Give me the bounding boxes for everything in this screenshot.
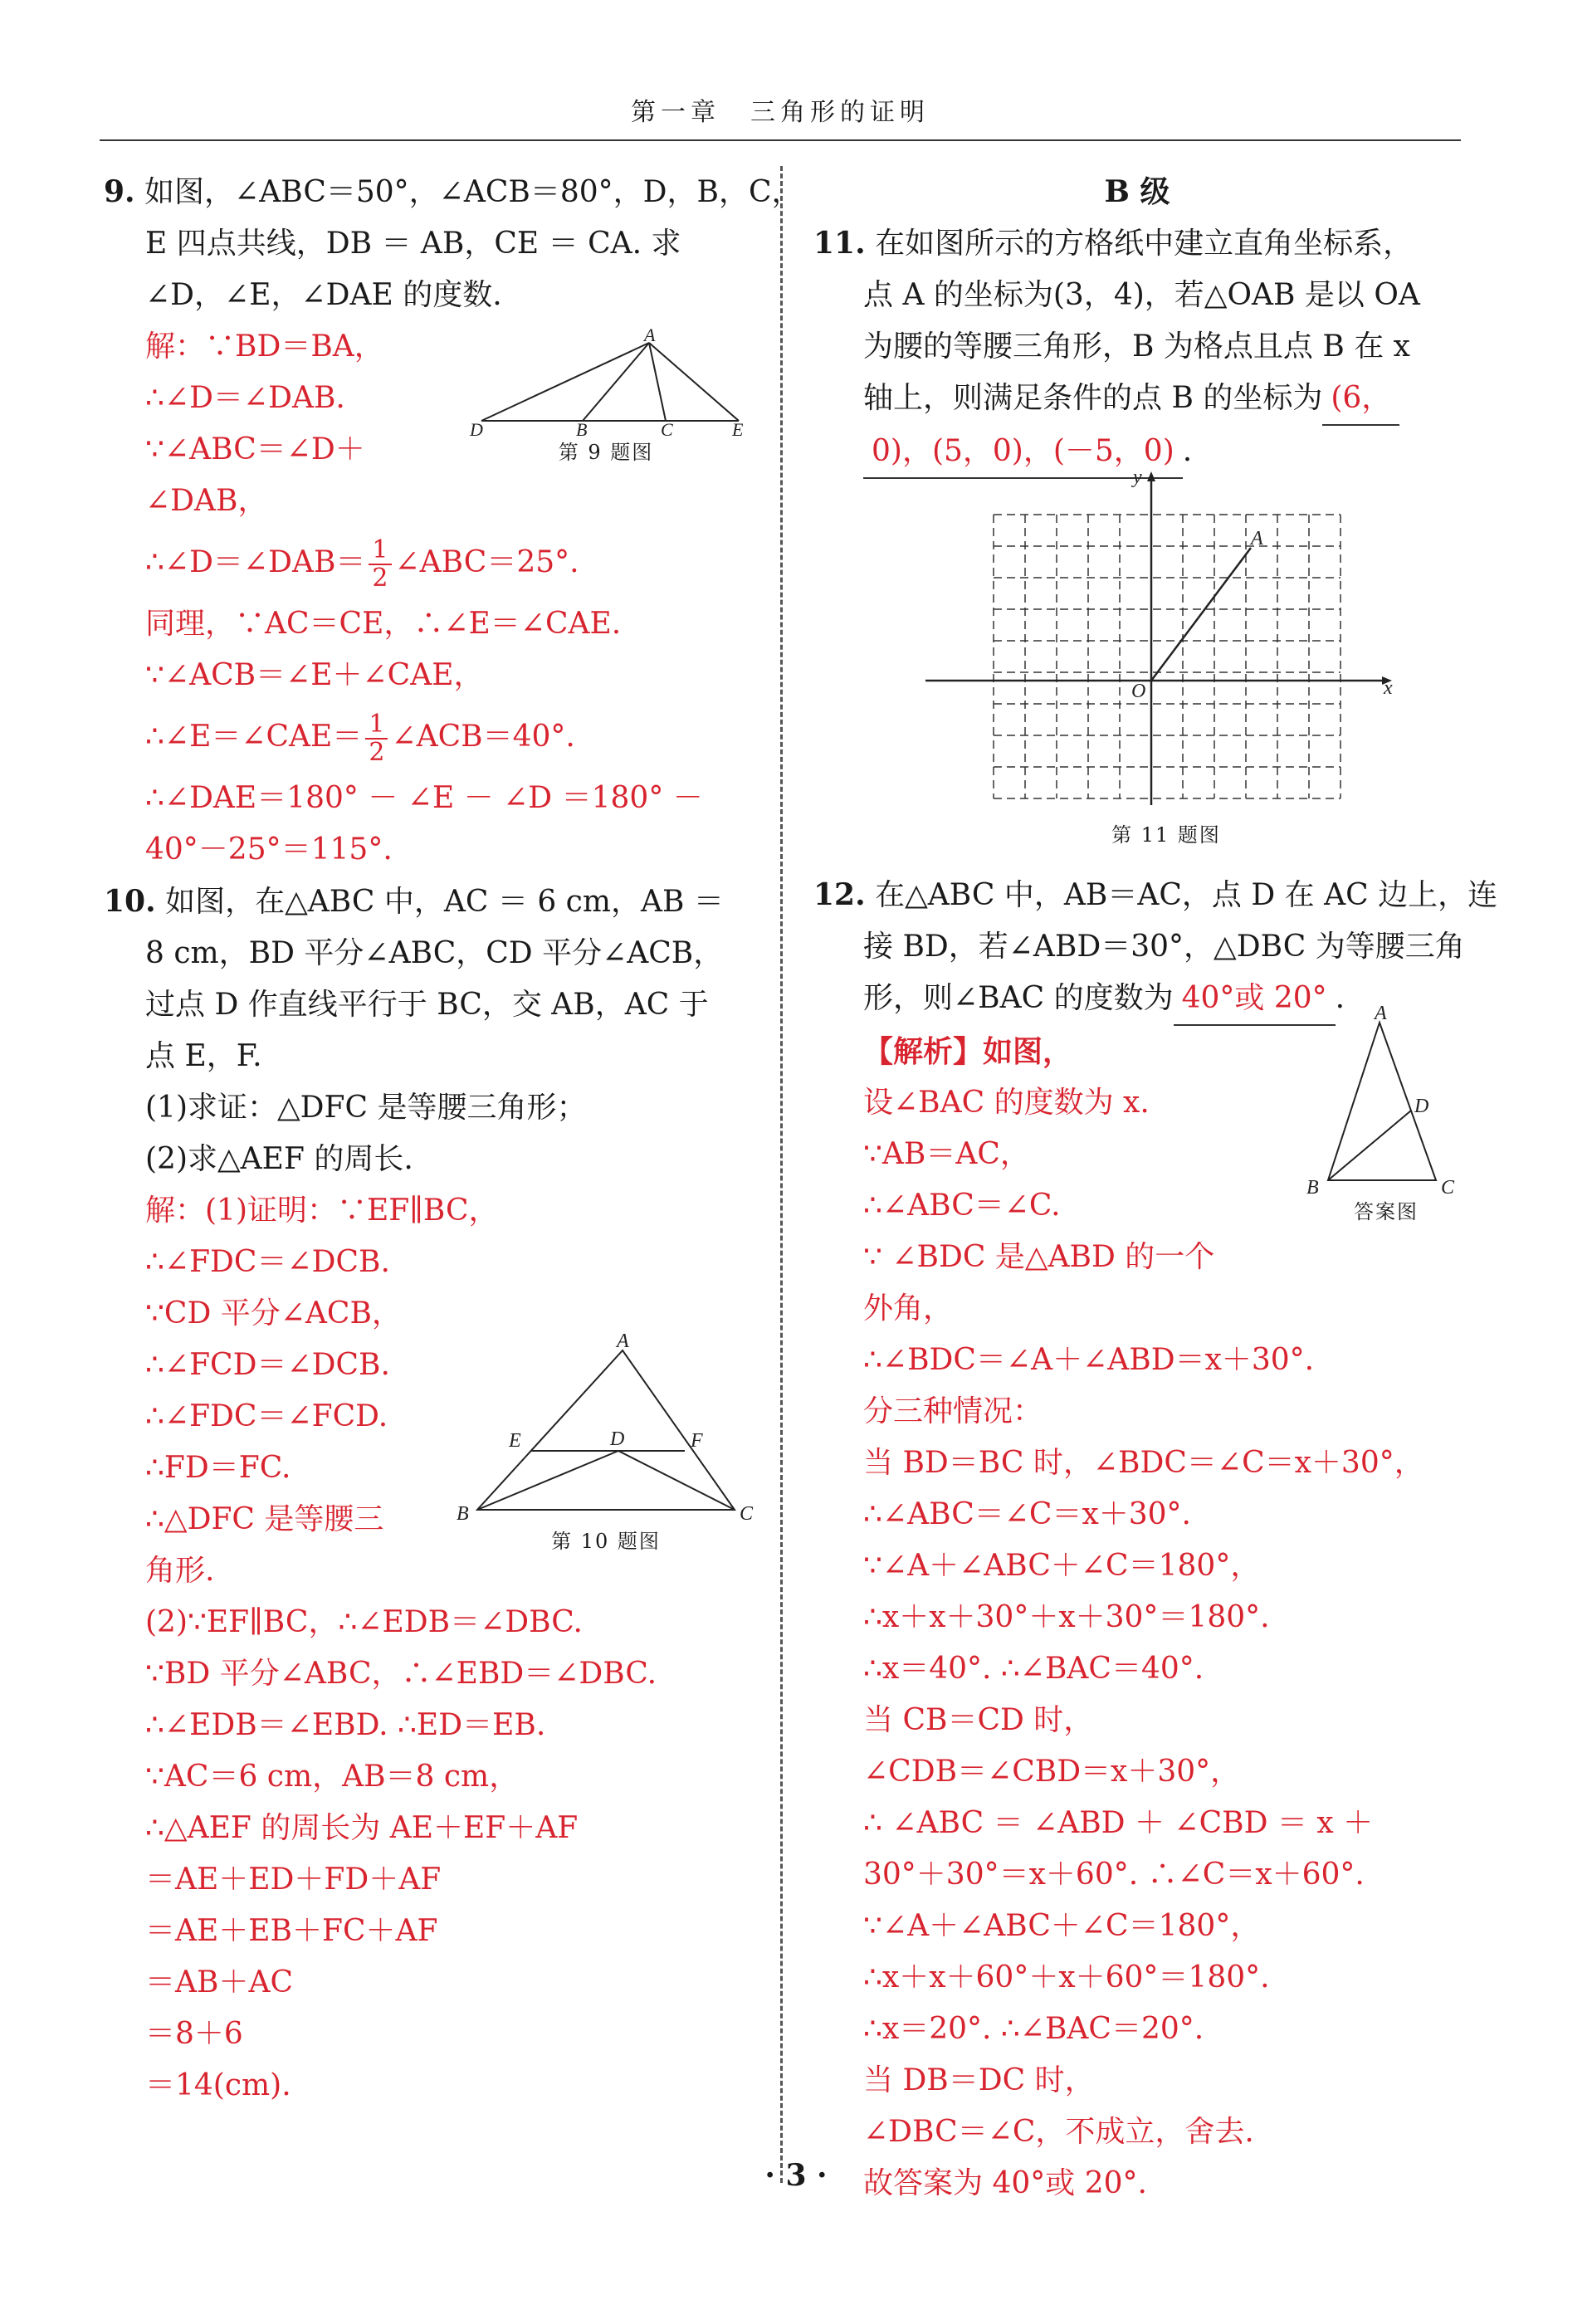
q10-line-2: 8 cm，BD 平分∠ABC，CD 平分∠ACB，	[145, 936, 724, 970]
figure-9-svg	[465, 328, 747, 436]
q12-sol-11: ∴x＋x＋30°＋x＋30°＝180°.	[863, 1600, 1270, 1634]
answer-figure	[1303, 1004, 1469, 1224]
fig11-label-y: y	[1133, 466, 1142, 488]
fraction-half-2: $\frac{1}{2}$	[365, 711, 388, 766]
q12-sol-17: ∵∠A＋∠ABC＋∠C＝180°，	[863, 1909, 1261, 1943]
question-9	[104, 166, 802, 876]
q12-sol-21: ∠DBC＝∠C，不成立，舍去.	[863, 2115, 1254, 2149]
fraction-half: $\frac{1}{2}$	[369, 537, 391, 592]
q10-sol-2: ∴∠FDC＝∠DCB.	[145, 1245, 390, 1279]
question-11: 11. 在如图所示的方格纸中建立直角坐标系， 点 A 的坐标为(3，4)，若△OAB 是以 OA 为腰的等腰三角形，B 为格点且点 B 在 x 轴上，则满足条件的点 B 的坐标为 (6， 0)，(5，0)，(－5，0) .	[813, 217, 1461, 869]
answer-figure-caption: 答案图	[1354, 1200, 1419, 1223]
q10-sol-3: ∵CD 平分∠ACB，	[145, 1296, 402, 1330]
q12-sol-14: ∠CDB＝∠CBD＝x＋30°，	[863, 1755, 1241, 1789]
q10-sol-12: ∵AC＝6 cm，AB＝8 cm，	[145, 1760, 520, 1794]
q9-sol-8: ∴∠E＝∠CAE＝ $\frac{1}{2}$ ∠ACB＝40°.	[145, 710, 575, 767]
q9-sol-1: 解：∵BD＝BA，	[145, 330, 384, 364]
ans-label-c: C	[1441, 1177, 1455, 1195]
fig11-label-x: x	[1384, 677, 1393, 699]
q10-sol-8: 角形.	[145, 1554, 215, 1588]
q11-line-3: 为腰的等腰三角形，B 为格点且点 B 在 x	[863, 330, 1410, 364]
q10-sub-2: (2)求△AEF 的周长.	[145, 1142, 413, 1176]
fig11-label-o: O	[1131, 681, 1146, 702]
header-rule	[100, 139, 1461, 141]
figure-9-caption: 第 9 题图	[558, 441, 654, 464]
q12-sol-3: ∴∠ABC＝∠C.	[863, 1189, 1061, 1223]
q9-sol-5: ∴∠D＝∠DAB＝ $\frac{1}{2}$ ∠ABC＝25°.	[145, 535, 579, 593]
q12-sol-16: 30°＋30°＝x＋60°. ∴∠C＝x＋60°.	[863, 1858, 1365, 1892]
q10-sol-14: ＝AE＋ED＋FD＋AF	[145, 1863, 442, 1897]
q12-sol-15: ∴ ∠ABC ＝ ∠ABD ＋ ∠CBD ＝ x ＋	[863, 1806, 1374, 1840]
q9-sol-6: 同理，∵AC＝CE，∴∠E＝∠CAE.	[145, 607, 622, 641]
q9-line-1: 如图，∠ABC＝50°，∠ACB＝80°，D，B，C，	[144, 175, 802, 209]
q10-sol-11: ∴∠EDB＝∠EBD. ∴ED＝EB.	[145, 1708, 546, 1742]
fig10-label-c: C	[740, 1503, 754, 1523]
page-header: 第一章 三角形的证明	[631, 98, 930, 127]
q12-sol-12: ∴x＝40°. ∴∠BAC＝40°.	[863, 1652, 1204, 1686]
q12-sol-7: 分三种情况：	[863, 1394, 1043, 1428]
q12-sol-18: ∴x＋x＋60°＋x＋60°＝180°.	[863, 1960, 1270, 1994]
q9-sol-10: 40°－25°＝115°.	[145, 832, 393, 867]
q12-sol-22: 故答案为 40°或 20°.	[863, 2166, 1147, 2200]
q11-line-2: 点 A 的坐标为(3，4)，若△OAB 是以 OA	[863, 278, 1420, 312]
q12-sol-13: 当 CB＝CD 时，	[863, 1703, 1094, 1737]
q10-sol-6: ∴FD＝FC.	[145, 1451, 291, 1485]
q9-sol-4: ∠DAB，	[145, 484, 268, 518]
figure-11-caption: 第 11 题图	[1111, 823, 1221, 847]
fig9-label-a: A	[644, 328, 656, 345]
figure-10-svg	[452, 1332, 759, 1523]
q11-line-4: 轴上，则满足条件的点 B 的坐标为	[863, 381, 1323, 415]
figure-9	[465, 328, 747, 465]
fig10-label-b: B	[457, 1503, 469, 1523]
ans-label-d: D	[1414, 1096, 1429, 1117]
q12-line-1: 在△ABC 中，AB＝AC，点 D 在 AC 边上，连	[875, 878, 1498, 912]
fig10-label-e: E	[509, 1430, 521, 1452]
ans-label-a: A	[1375, 1004, 1387, 1024]
q9-sol-2: ∴∠D＝∠DAB.	[145, 381, 345, 415]
q12-sol-4: ∵ ∠BDC 是△ABD 的一个	[863, 1240, 1215, 1274]
q12-sol-8: 当 BD＝BC 时，∠BDC＝∠C＝x＋30°，	[863, 1446, 1424, 1480]
q10-sol-9: (2)∵EF∥BC，∴∠EDB＝∠DBC.	[145, 1605, 583, 1639]
q12-sol-6: ∴∠BDC＝∠A＋∠ABD＝x＋30°.	[863, 1343, 1315, 1377]
q10-sol-4: ∴∠FCD＝∠DCB.	[145, 1348, 390, 1382]
y-axis-arrow	[1147, 471, 1155, 481]
q11-number: 11.	[813, 226, 866, 261]
q9-sol-9: ∴∠DAE＝180° － ∠E － ∠D ＝180° －	[145, 781, 703, 815]
q12-sol-19: ∴x＝20°. ∴∠BAC＝20°.	[863, 2012, 1204, 2046]
q12-sol-10: ∵∠A＋∠ABC＋∠C＝180°，	[863, 1549, 1261, 1583]
fig11-label-a: A	[1251, 528, 1263, 549]
fig10-label-a: A	[617, 1332, 629, 1352]
q10-sol-5: ∴∠FDC＝∠FCD.	[145, 1399, 388, 1433]
q11-answer-part-2: 0)，(5，0)，(－5，0)	[863, 426, 1183, 479]
q9-line-3: ∠D，∠E，∠DAE 的度数.	[145, 278, 502, 312]
fig10-label-f: F	[691, 1430, 703, 1452]
q10-line-1: 如图，在△ABC 中，AC ＝ 6 cm，AB ＝	[165, 885, 724, 919]
q12-analysis-head: 【解析】如图，	[863, 1034, 1073, 1069]
figure-11-svg	[917, 465, 1415, 813]
level-heading: B 级	[1104, 174, 1170, 209]
q12-sol-9: ∴∠ABC＝∠C＝x＋30°.	[863, 1497, 1191, 1531]
answer-figure-svg	[1303, 1004, 1469, 1195]
q10-sol-7: ∴△DFC 是等腰三	[145, 1502, 384, 1536]
fig10-label-d: D	[610, 1428, 625, 1450]
q9-sol-3: ∵∠ABC＝∠D＋	[145, 432, 365, 466]
q11-answer-part-1: (6，	[1322, 373, 1399, 426]
q12-sol-20: 当 DB＝DC 时，	[863, 2063, 1095, 2097]
q9-number: 9.	[104, 174, 135, 209]
fig9-label-d: D	[470, 419, 483, 436]
q10-sol-10: ∵BD 平分∠ABC，∴∠EBD＝∠DBC.	[145, 1657, 657, 1691]
q12-sol-5: 外角，	[863, 1291, 954, 1326]
column-divider	[780, 166, 783, 2183]
q12-number: 12.	[813, 877, 866, 912]
question-12: 12. 在△ABC 中，AB＝AC，点 D 在 AC 边上，连 接 BD，若∠ABD＝30°，△DBC 为等腰三角 形，则∠BAC 的度数为 40°或 20° . 【解析】如图， 设∠BAC 的度数为 x. ∵AB＝AC， ∴∠ABC＝∠C. ∵ ∠BDC 是△ABD 的一个 外角， ∴∠BDC＝∠A＋∠ABD＝x＋30°. 分三种情况： 当 BD＝BC 时，∠BDC＝∠C＝x＋30°， ∴∠ABC＝∠C＝x＋30°. ∵∠A＋∠ABC＋∠C＝180°， ∴x＋x＋30°＋x＋30°＝180°. ∴x＝40°. ∴∠BAC＝40°. 当 CB＝CD 时， ∠CDB＝∠CBD＝x＋30°， ∴ ∠ABC ＝ ∠ABD ＋ ∠CBD ＝ x ＋ 30°＋30°＝x＋60°. ∴∠C＝x＋60°. ∵∠A＋∠ABC＋∠C＝180°， ∴x＋x＋60°＋x＋60°＝180°. ∴x＝20°. ∴∠BAC＝20°. 当 DB＝DC 时， ∠DBC＝∠C，不成立，舍去. 故答案为 40°或 20°.	[813, 869, 1461, 2209]
q10-sol-15: ＝AE＋EB＋FC＋AF	[145, 1914, 438, 1948]
fig9-label-c: C	[661, 419, 673, 436]
q10-sol-13: ∴△AEF 的周长为 AE＋EF＋AF	[145, 1811, 579, 1845]
q12-line-2: 接 BD，若∠ABD＝30°，△DBC 为等腰三角	[863, 930, 1465, 964]
q10-sol-18: ＝14(cm).	[145, 2068, 291, 2102]
q12-line-3: 形，则∠BAC 的度数为	[863, 981, 1174, 1015]
q10-number: 10.	[104, 884, 156, 919]
segment-oa	[1151, 548, 1251, 681]
q10-sol-17: ＝8＋6	[145, 2017, 243, 2051]
q12-answer: 40°或 20°	[1174, 973, 1336, 1026]
q10-sub-1: (1)求证：△DFC 是等腰三角形；	[145, 1091, 587, 1125]
q9-sol-7: ∵∠ACB＝∠E＋∠CAE，	[145, 658, 484, 692]
q10-line-3: 过点 D 作直线平行于 BC，交 AB，AC 于	[145, 988, 709, 1022]
page-number: · 3 ·	[764, 2158, 828, 2193]
q9-line-2: E 四点共线，DB ＝ AB，CE ＝ CA. 求	[145, 227, 681, 261]
ans-label-b: B	[1306, 1177, 1319, 1195]
q12-sol-1: 设∠BAC 的度数为 x.	[863, 1086, 1150, 1120]
figure-11	[917, 465, 1415, 847]
figure-10	[452, 1332, 759, 1554]
q11-line-1: 在如图所示的方格纸中建立直角坐标系，	[875, 227, 1414, 261]
q10-sol-1: 解：(1)证明：∵EF∥BC，	[145, 1194, 499, 1228]
q12-sol-2: ∵AB＝AC，	[863, 1137, 1030, 1171]
q10-line-4: 点 E，F.	[145, 1039, 262, 1073]
grid-lines	[994, 515, 1341, 798]
fig9-label-e: E	[732, 419, 744, 436]
fig9-label-b: B	[576, 419, 588, 436]
figure-10-caption: 第 10 题图	[551, 1530, 661, 1553]
q10-sol-16: ＝AB＋AC	[145, 1965, 293, 1999]
